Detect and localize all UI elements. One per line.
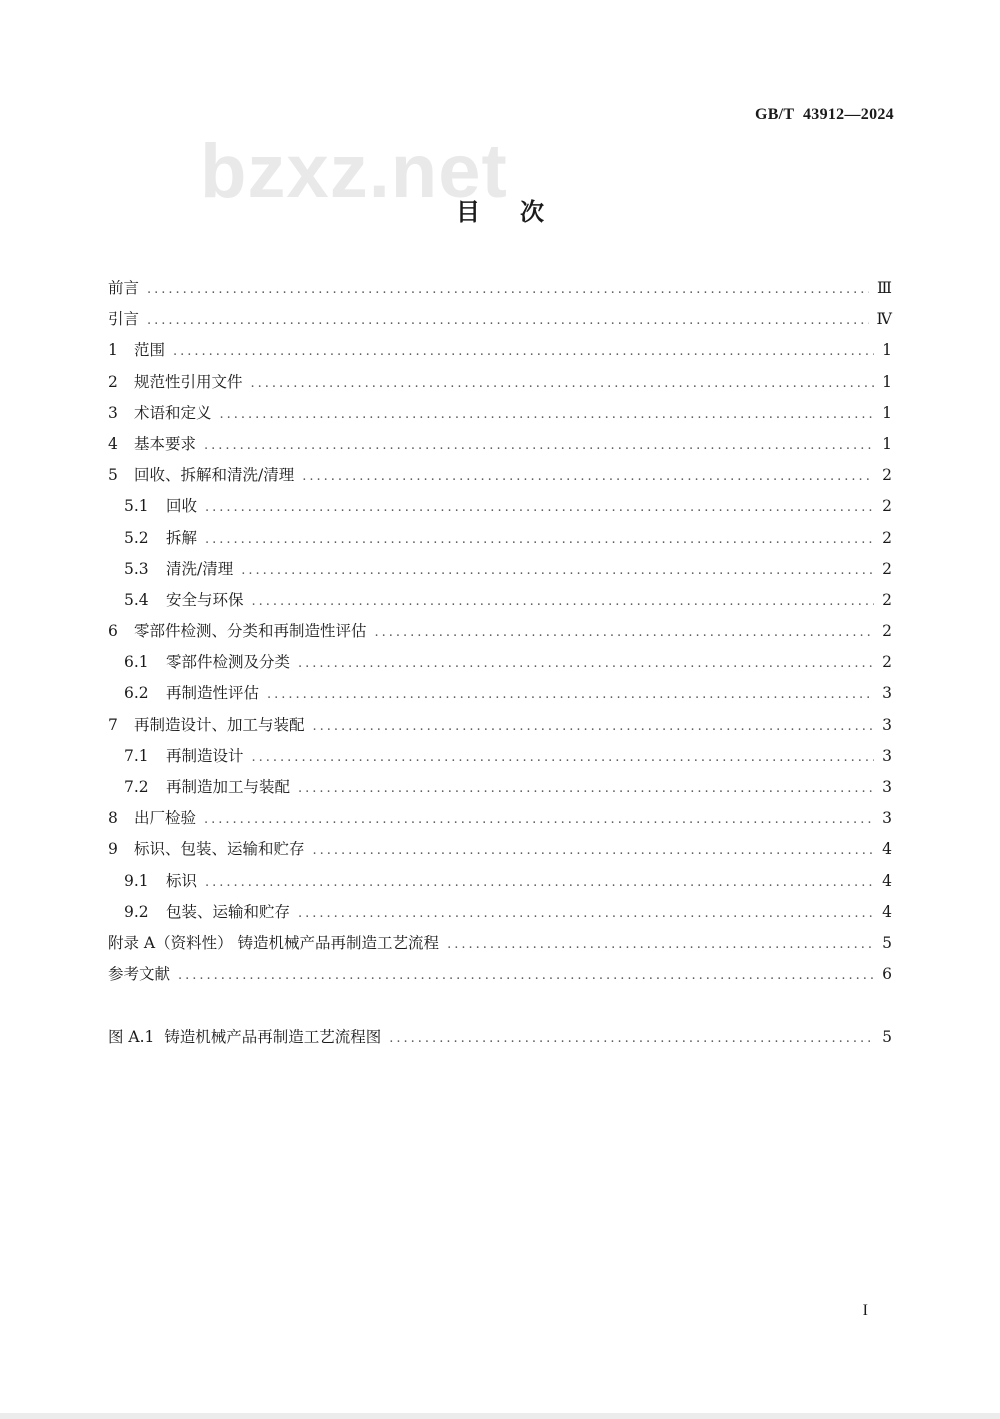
- toc-entry-page: 1: [882, 372, 892, 391]
- dot-leader: [389, 1023, 874, 1054]
- toc-entry-number: 1: [108, 341, 118, 360]
- dot-leader: [375, 617, 874, 648]
- toc-entry[interactable]: [108, 429, 892, 460]
- toc-entry-page: 2: [882, 466, 892, 485]
- toc-entry-number: 7.2: [124, 778, 149, 796]
- toc-entry-number: 4: [108, 434, 118, 453]
- toc-entry[interactable]: [108, 616, 892, 647]
- toc-entry-page: 6: [882, 965, 892, 984]
- toc-entry-label: 术语和定义: [134, 403, 212, 422]
- toc-entry-page: 2: [882, 653, 892, 672]
- toc-entry-page: 3: [882, 715, 892, 734]
- toc-entry-label: 清洗/清理: [166, 559, 234, 578]
- toc-entry-label: 引言: [108, 310, 140, 329]
- page-title: 目次: [456, 197, 584, 226]
- toc-entry-page: 2: [882, 590, 892, 609]
- toc-entry[interactable]: [108, 367, 892, 398]
- toc-entry[interactable]: [108, 710, 892, 741]
- dot-leader: [178, 960, 874, 991]
- dot-leader: [252, 742, 874, 773]
- toc-entry-label: 附录 A（资料性） 铸造机械产品再制造工艺流程: [108, 933, 440, 952]
- toc-entry-number: 5.4: [124, 590, 149, 609]
- toc-entry-page: 3: [882, 809, 892, 828]
- toc-entry-number: 9: [108, 840, 118, 859]
- figure-list: [108, 1022, 892, 1053]
- toc-entry-number: 5.3: [124, 559, 149, 578]
- toc-entry-number: 8: [108, 809, 118, 828]
- dot-leader: [241, 555, 874, 586]
- toc-entry-number: 6.2: [124, 684, 149, 703]
- toc-entry[interactable]: [108, 304, 892, 335]
- toc-entry-page: 4: [882, 902, 892, 921]
- toc-entry-number: 9.2: [124, 902, 149, 921]
- dot-leader: [204, 804, 874, 835]
- toc-entry[interactable]: [108, 897, 892, 928]
- toc-entry-page: 2: [882, 497, 892, 516]
- standard-code: GB/T 43912—2024: [754, 106, 894, 123]
- toc-entry[interactable]: [108, 866, 892, 897]
- toc-entry-page: Ⅳ: [876, 310, 892, 329]
- dot-leader: [267, 679, 874, 710]
- toc-entry[interactable]: [108, 335, 892, 366]
- toc-entry-page: 1: [882, 434, 892, 453]
- dot-leader: [204, 430, 874, 461]
- dot-leader: [298, 648, 874, 679]
- toc-entry[interactable]: [108, 772, 892, 803]
- toc-entry[interactable]: [108, 678, 892, 709]
- toc-entry-label: 范围: [134, 341, 166, 360]
- toc-entry-number: 2: [108, 372, 118, 391]
- toc-entry-label: 再制造加工与装配: [166, 778, 291, 796]
- toc-entry-page: 1: [882, 403, 892, 422]
- page-number: I: [862, 1302, 868, 1319]
- toc-entry-page: 4: [882, 840, 892, 859]
- toc-entry-number: 5.1: [124, 497, 149, 516]
- dot-leader: [313, 835, 874, 866]
- toc-entry-label: 出厂检验: [134, 809, 197, 828]
- toc-entry-label: 零部件检测、分类和再制造性评估: [134, 622, 367, 641]
- table-of-contents: [108, 273, 892, 990]
- toc-entry-page: 3: [882, 778, 892, 796]
- toc-entry-label: 参考文献: [108, 965, 171, 984]
- dot-leader: [173, 336, 874, 367]
- toc-entry-label: 再制造性评估: [166, 684, 260, 703]
- toc-entry-label: 前言: [108, 279, 140, 297]
- toc-entry-page: 1: [882, 341, 892, 360]
- toc-entry-page: 3: [882, 746, 892, 765]
- toc-entry-label: 基本要求: [134, 434, 197, 453]
- dot-leader: [313, 711, 874, 742]
- toc-entry-page: 2: [882, 622, 892, 641]
- dot-leader: [302, 461, 874, 492]
- toc-entry-label: 规范性引用文件: [134, 372, 243, 391]
- toc-entry-number: 3: [108, 403, 118, 422]
- dot-leader: [147, 305, 868, 336]
- toc-entry[interactable]: [108, 834, 892, 865]
- toc-entry-label: 拆解: [166, 528, 198, 547]
- toc-entry[interactable]: [108, 523, 892, 554]
- toc-entry-page: 5: [882, 933, 892, 952]
- toc-entry-label: 标识: [166, 871, 198, 890]
- toc-entry-number: 9.1: [124, 871, 149, 890]
- toc-entry[interactable]: [108, 273, 892, 304]
- toc-entry-number: 6.1: [124, 653, 149, 672]
- toc-entry[interactable]: [108, 585, 892, 616]
- toc-entry-page: 2: [882, 559, 892, 578]
- dot-leader: [251, 368, 874, 399]
- toc-entry-label: 再制造设计、加工与装配: [134, 715, 305, 734]
- toc-entry[interactable]: [108, 803, 892, 834]
- dot-leader: [205, 492, 874, 523]
- toc-entry[interactable]: [108, 398, 892, 429]
- dot-leader: [252, 586, 874, 617]
- dot-leader: [147, 274, 869, 305]
- toc-entry-label: 安全与环保: [166, 590, 244, 609]
- toc-entry-label: 标识、包装、运输和贮存: [134, 840, 305, 859]
- toc-entry[interactable]: [108, 741, 892, 772]
- toc-entry-page: Ⅲ: [877, 279, 892, 297]
- watermark: bzxz.net: [200, 129, 508, 214]
- toc-entry[interactable]: [108, 959, 892, 990]
- dot-leader: [447, 929, 874, 960]
- toc-entry-number: 5.2: [124, 528, 149, 547]
- toc-entry-number: 5: [108, 466, 118, 485]
- figure-entry-label: 图 A.1 铸造机械产品再制造工艺流程图: [108, 1028, 382, 1046]
- toc-entry-page: 3: [882, 684, 892, 703]
- toc-entry-number: 7.1: [124, 746, 149, 765]
- page-bottom-edge: [0, 1413, 1000, 1419]
- dot-leader: [205, 524, 874, 555]
- toc-entry-label: 零部件检测及分类: [166, 653, 291, 672]
- dot-leader: [205, 867, 874, 898]
- figure-entry[interactable]: [108, 1022, 892, 1053]
- toc-entry-label: 回收: [166, 497, 198, 516]
- toc-entry-label: 再制造设计: [166, 746, 244, 765]
- toc-entry[interactable]: [108, 554, 892, 585]
- toc-entry-number: 7: [108, 715, 118, 734]
- dot-leader: [298, 773, 874, 804]
- toc-entry[interactable]: [108, 928, 892, 959]
- toc-entry-page: 2: [882, 528, 892, 547]
- toc-entry-page: 4: [882, 871, 892, 890]
- toc-entry[interactable]: [108, 491, 892, 522]
- toc-entry-number: 6: [108, 622, 118, 641]
- dot-leader: [220, 399, 874, 430]
- toc-entry-page: 5: [882, 1028, 892, 1046]
- toc-entry-label: 回收、拆解和清洗/清理: [134, 466, 295, 485]
- toc-entry-label: 包装、运输和贮存: [166, 902, 291, 921]
- toc-entry[interactable]: [108, 460, 892, 491]
- toc-entry[interactable]: [108, 647, 892, 678]
- dot-leader: [298, 898, 874, 929]
